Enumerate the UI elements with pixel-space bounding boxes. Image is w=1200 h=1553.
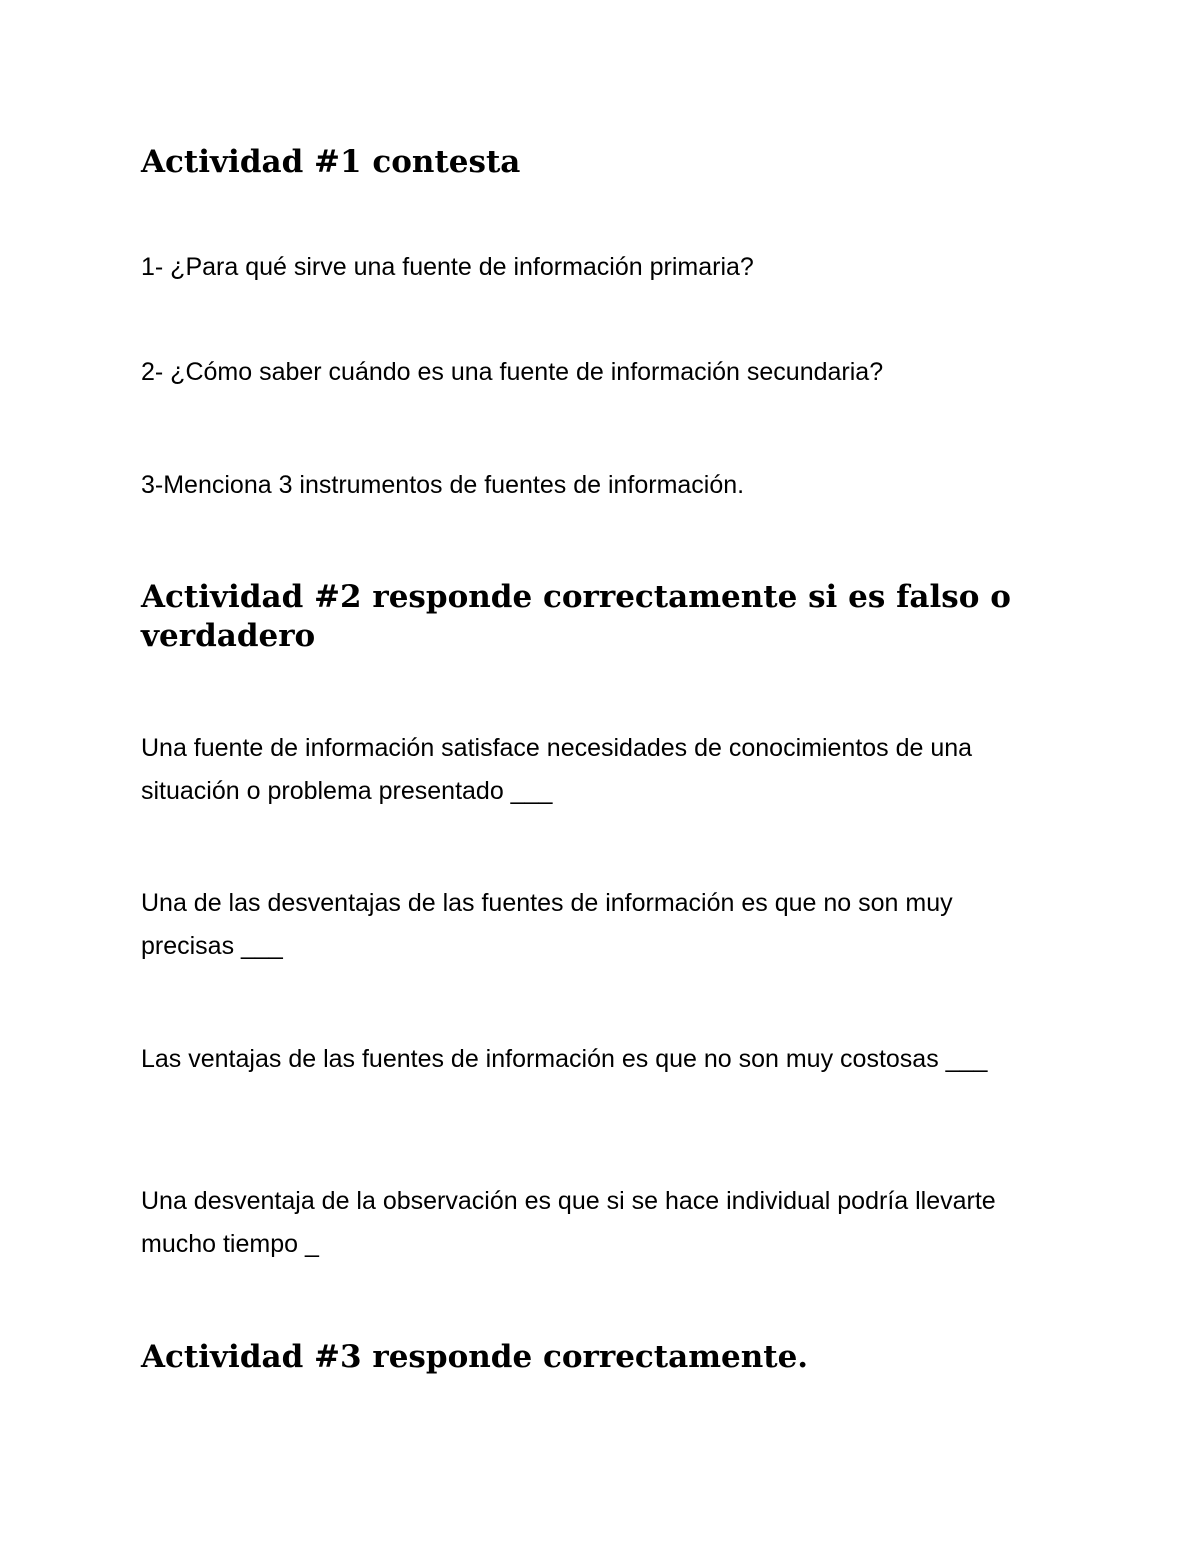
activity-2-statement-2: Una de las desventajas de las fuentes de información es que no son muy precisas ___ — [141, 889, 953, 960]
activity-1-heading: Actividad #1 contesta — [141, 144, 521, 180]
activity-2-statement-3: Las ventajas de las fuentes de información es que no son muy costosas ___ — [141, 1045, 988, 1073]
activity-1-question-3: 3-Menciona 3 instrumentos de fuentes de información. — [141, 471, 745, 499]
activity-2-heading: Actividad #2 responde correctamente si es falso o verdadero — [141, 579, 1011, 654]
activity-1-question-1: 1- ¿Para qué sirve una fuente de información primaria? — [141, 253, 754, 281]
activity-2-statement-4: Una desventaja de la observación es que si se hace individual podría llevarte mucho tiempo _ — [141, 1187, 996, 1258]
activity-2-statement-1: Una fuente de información satisface necesidades de conocimientos de una situación o problema presentado ___ — [141, 734, 973, 805]
activity-3-heading: Actividad #3 responde correctamente. — [141, 1339, 809, 1375]
activity-1-question-2: 2- ¿Cómo saber cuándo es una fuente de información secundaria? — [141, 358, 884, 386]
